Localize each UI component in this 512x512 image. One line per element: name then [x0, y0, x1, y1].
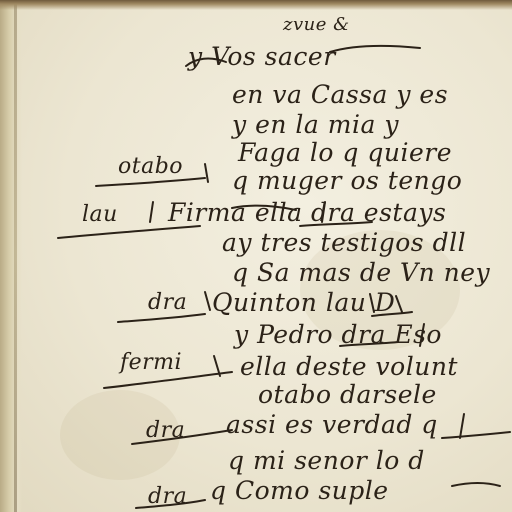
spine-edge — [14, 0, 17, 512]
manuscript-line-15: q Como suple — [210, 476, 389, 505]
underline-otabo — [96, 178, 205, 186]
manuscript-line-5: q muger os tengo — [232, 166, 463, 195]
manuscript-line-7: ay tres testigos dll — [222, 228, 467, 257]
underline-dra-1 — [118, 314, 205, 322]
margin-note-dra-2: dra — [146, 418, 186, 443]
manuscript-line-4: Faga lo q quiere — [238, 138, 452, 167]
manuscript-line-10: y Pedro dra Eso — [234, 320, 442, 349]
manuscript-line-12: otabo darsele — [258, 380, 437, 409]
underline-verdad — [442, 432, 510, 438]
bracket-lau — [150, 202, 153, 222]
bracket-otabo — [205, 164, 208, 182]
margin-note-fermi: fermi — [120, 350, 183, 375]
bracket-dra-1 — [205, 292, 210, 310]
underline-lau — [58, 226, 200, 238]
margin-note-otabo: otabo — [118, 154, 184, 179]
manuscript-line-8: q Sa mas de Vn ney — [232, 258, 491, 287]
bracket-fermi — [214, 356, 220, 376]
manuscript-line-11: ella deste volunt — [240, 352, 458, 381]
strike-middle — [330, 46, 420, 52]
strike-last — [452, 483, 500, 486]
supralinear-insertion: zvue & — [283, 14, 350, 35]
margin-note-dra-1: dra — [148, 290, 188, 315]
book-spine — [0, 0, 22, 512]
manuscript-line-2: en va Cassa y es — [232, 80, 449, 109]
manuscript-line-13: assi es verdad q — [226, 410, 438, 439]
margin-note-lau: lau — [82, 202, 118, 227]
page-top-edge — [0, 0, 512, 10]
manuscript-line-3: y en la mia y — [232, 110, 399, 139]
manuscript-line-1: y Vos sacer — [188, 42, 336, 71]
bracket-verdad — [460, 414, 464, 438]
manuscript-line-6: Firma ella dra estays — [168, 198, 447, 227]
margin-note-dra-3: dra — [148, 484, 188, 509]
manuscript-line-9: Quinton lau D — [212, 288, 396, 317]
manuscript-line-14: q mi senor lo d — [228, 446, 425, 475]
